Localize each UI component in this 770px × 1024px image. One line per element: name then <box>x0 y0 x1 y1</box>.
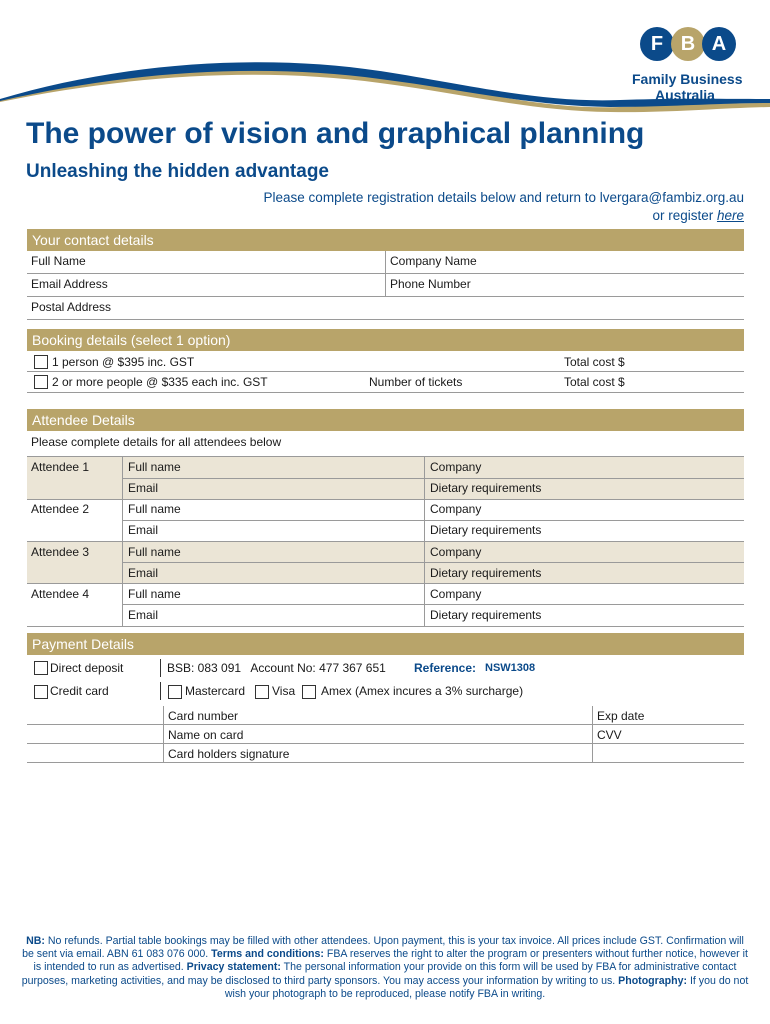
mastercard-checkbox[interactable] <box>168 685 182 699</box>
credit-card-checkbox[interactable] <box>34 685 48 699</box>
attendee2-full-name[interactable]: Full name <box>128 502 181 516</box>
credit-card-label: Credit card <box>50 684 109 698</box>
mastercard-label: Mastercard <box>185 684 246 698</box>
bank-details: BSB: 083 091 Account No: 477 367 651 <box>167 661 386 675</box>
footer-terms <box>20 935 750 1001</box>
register-line <box>652 208 744 223</box>
page-subtitle: Unleashing the hidden advantage <box>26 161 329 182</box>
divider <box>27 296 744 297</box>
option1-checkbox[interactable] <box>34 355 48 369</box>
attendee3-dietary[interactable]: Dietary requirements <box>430 566 542 580</box>
attendee1-dietary[interactable]: Dietary requirements <box>430 481 542 495</box>
option1-label: 1 person @ $395 inc. GST <box>52 355 195 369</box>
divider <box>27 319 744 320</box>
company-name-field[interactable]: Company Name <box>390 254 477 268</box>
logo-circle-f <box>640 27 674 61</box>
privacy-text: The personal information your provide on this form will be used by FBA for administrative contact purposes, marketing activities, and may be disclosed to third party sponsors. You may access your information by writing to us. <box>21 961 737 987</box>
divider <box>27 626 744 627</box>
amex-label: Amex (Amex incures a 3% surcharge) <box>321 684 524 698</box>
attendee2-email[interactable]: Email <box>128 523 159 537</box>
attendee2-label: Attendee 2 <box>31 502 90 516</box>
nb-text: No refunds. Partial table bookings may be filled with other attendees. Upon payment, this is your tax invoice. All prices include GST. Confirmation will be sent via email. ABN 61 083 076 000. <box>22 935 744 961</box>
phone-number-field[interactable]: Phone Number <box>390 277 471 291</box>
direct-deposit-checkbox[interactable] <box>34 661 48 675</box>
logo-circle-b <box>671 27 705 61</box>
exp-date-field[interactable]: Exp date <box>597 709 645 723</box>
logo-letter-b: B <box>680 33 696 55</box>
reference-value: NSW1308 <box>485 662 536 674</box>
name-on-card-field[interactable]: Name on card <box>168 728 244 742</box>
logo-circle-a <box>702 27 736 61</box>
visa-label: Visa <box>272 684 296 698</box>
logo-org-line1: Family Business <box>632 71 743 87</box>
divider <box>424 456 425 626</box>
attendee1-full-name[interactable]: Full name <box>128 460 181 474</box>
email-address-field[interactable]: Email Address <box>31 277 108 291</box>
attendee4-label: Attendee 4 <box>31 587 90 601</box>
postal-address-field[interactable]: Postal Address <box>31 300 112 314</box>
fba-logo <box>640 27 740 63</box>
visa-checkbox[interactable] <box>255 685 269 699</box>
divider <box>27 392 744 393</box>
divider <box>122 456 123 626</box>
photo-text: If you do not wish your photograph to be reproduced, please notify FBA in writing. <box>224 974 749 1000</box>
attendee3-email[interactable]: Email <box>128 566 159 580</box>
signature-field[interactable]: Card holders signature <box>168 747 290 761</box>
attendee4-dietary[interactable]: Dietary requirements <box>430 608 542 622</box>
amex-checkbox[interactable] <box>302 685 316 699</box>
divider <box>385 251 386 296</box>
attendee3-company[interactable]: Company <box>430 545 482 559</box>
attendee-section-header: Attendee Details <box>27 409 744 431</box>
photo-label: Photography: <box>618 974 688 987</box>
return-instruction: Please complete registration details below and return to lvergara@fambiz.org.au <box>263 190 744 205</box>
attendee4-email[interactable]: Email <box>128 608 159 622</box>
attendee3-label: Attendee 3 <box>31 545 90 559</box>
logo-org-line2: Australia <box>655 87 715 103</box>
attendee2-company[interactable]: Company <box>430 502 482 516</box>
card-number-field[interactable]: Card number <box>168 709 239 723</box>
terms-text: FBA reserves the right to alter the program or presenters without further notice, however it is intended to run as advertised. <box>33 948 748 974</box>
cvv-field[interactable]: CVV <box>597 728 622 742</box>
register-prefix: or register <box>652 208 717 223</box>
attendee1-company[interactable]: Company <box>430 460 482 474</box>
logo-letter-a: A <box>711 33 727 55</box>
reference-label: Reference: <box>414 661 477 675</box>
option2-label: 2 or more people @ $335 each inc. GST <box>52 375 268 389</box>
divider <box>27 743 744 744</box>
divider <box>163 706 164 762</box>
divider <box>592 706 593 762</box>
terms-label: Terms and conditions: <box>211 948 324 961</box>
attendee4-full-name[interactable]: Full name <box>128 587 181 601</box>
nb-label: NB: <box>26 935 45 947</box>
option1-total[interactable]: Total cost $ <box>564 355 625 369</box>
register-link[interactable]: here <box>716 208 744 223</box>
page-title: The power of vision and graphical planning <box>26 117 645 150</box>
direct-deposit-label: Direct deposit <box>50 661 124 675</box>
option2-total[interactable]: Total cost $ <box>564 375 625 389</box>
divider <box>160 682 161 700</box>
divider <box>27 762 744 763</box>
attendee-note: Please complete details for all attendees below <box>31 435 282 449</box>
full-name-field[interactable]: Full Name <box>31 254 86 268</box>
attendee3-full-name[interactable]: Full name <box>128 545 181 559</box>
attendee1-email[interactable]: Email <box>128 481 159 495</box>
payment-section-header: Payment Details <box>27 633 744 655</box>
attendee4-company[interactable]: Company <box>430 587 482 601</box>
option2-checkbox[interactable] <box>34 375 48 389</box>
logo-letter-f: F <box>650 33 664 55</box>
attendee2-dietary[interactable]: Dietary requirements <box>430 523 542 537</box>
privacy-label: Privacy statement: <box>186 961 281 974</box>
booking-section-header: Booking details (select 1 option) <box>27 329 744 351</box>
contact-section-header: Your contact details <box>27 229 744 251</box>
number-of-tickets-field[interactable]: Number of tickets <box>369 375 463 389</box>
attendee1-label: Attendee 1 <box>31 460 90 474</box>
divider <box>160 659 161 677</box>
